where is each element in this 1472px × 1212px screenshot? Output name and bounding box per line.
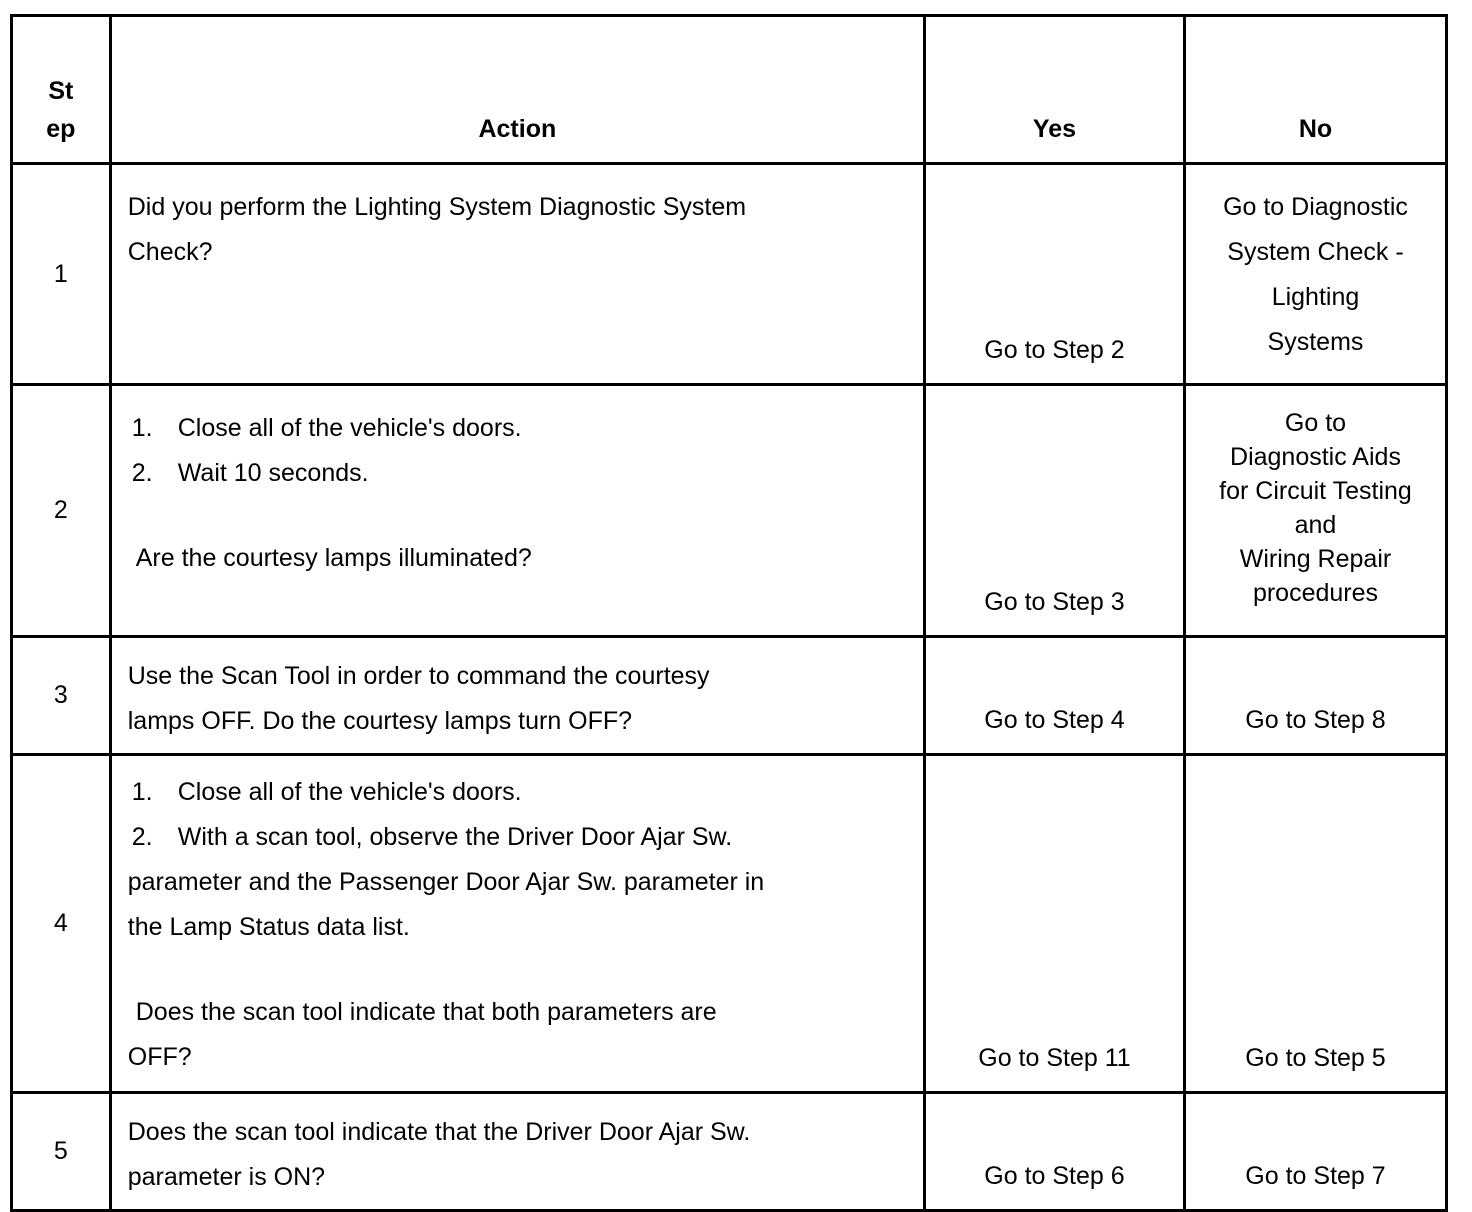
step-number: 2 xyxy=(12,385,111,637)
no-cell xyxy=(1184,164,1446,385)
no-text: System Check - xyxy=(1227,238,1404,266)
yes-cell: Go to Step 4 xyxy=(924,637,1184,755)
step-number: 5 xyxy=(12,1093,111,1211)
action-text: the Lamp Status data list. xyxy=(127,913,410,941)
no-text: Diagnostic Aids xyxy=(1230,443,1401,471)
action-text: Check? xyxy=(127,238,213,266)
header-row xyxy=(12,16,1447,164)
no-text: Go to Diagnostic xyxy=(1223,193,1408,221)
table-row-step-5 xyxy=(12,1093,1447,1211)
no-text: procedures xyxy=(1252,579,1379,607)
header-step xyxy=(12,16,111,164)
header-action: Action xyxy=(110,16,924,164)
header-no: No xyxy=(1184,16,1446,164)
step-number: 3 xyxy=(12,637,111,755)
no-text: for Circuit Testing xyxy=(1219,477,1412,505)
no-cell: Go to Step 5 xyxy=(1184,755,1446,1093)
yes-cell: Go to Step 6 xyxy=(924,1093,1184,1211)
action-cell xyxy=(110,164,924,385)
no-cell: Go to Step 8 xyxy=(1184,637,1446,755)
action-cell xyxy=(110,637,924,755)
yes-cell: Go to Step 11 xyxy=(924,755,1184,1093)
table-row-step-1 xyxy=(12,164,1447,385)
action-question: Are the courtesy lamps illuminated? xyxy=(135,544,532,572)
step-number: 1 xyxy=(12,164,111,385)
action-text: parameter is ON? xyxy=(127,1163,326,1191)
no-text: Lighting xyxy=(1271,283,1360,311)
table-row-step-3 xyxy=(12,637,1447,755)
step-number: 4 xyxy=(12,755,111,1093)
action-text: parameter and the Passenger Door Ajar Sw. parameter in xyxy=(127,868,765,896)
action-cell xyxy=(110,755,924,1093)
no-text: Wiring Repair xyxy=(1239,545,1392,573)
action-text: Use the Scan Tool in order to command the courtesy xyxy=(127,662,710,690)
no-text: Systems xyxy=(1267,328,1364,356)
yes-cell: Go to Step 2 xyxy=(924,164,1184,385)
action-question: Does the scan tool indicate that both parameters are xyxy=(135,998,717,1026)
no-cell xyxy=(1184,385,1446,637)
header-yes: Yes xyxy=(924,16,1184,164)
header-step-label: St ep xyxy=(46,77,76,143)
no-cell: Go to Step 7 xyxy=(1184,1093,1446,1211)
table-row-step-2 xyxy=(12,385,1447,637)
list-item: 1. Close all of the vehicle's doors. xyxy=(131,778,522,806)
action-text: Did you perform the Lighting System Diagnostic System xyxy=(127,193,747,221)
yes-cell: Go to Step 3 xyxy=(924,385,1184,637)
action-cell xyxy=(110,1093,924,1211)
diagnostic-table xyxy=(10,14,1448,1212)
list-item: 1. Close all of the vehicle's doors. xyxy=(131,414,522,442)
list-item: 2. Wait 10 seconds. xyxy=(131,459,369,487)
action-text: Does the scan tool indicate that the Driver Door Ajar Sw. xyxy=(127,1118,751,1146)
list-item: 2. With a scan tool, observe the Driver Door Ajar Sw. xyxy=(131,823,733,851)
action-cell xyxy=(110,385,924,637)
no-text: Go to xyxy=(1284,409,1347,437)
action-question: OFF? xyxy=(127,1043,192,1071)
no-text: and xyxy=(1294,511,1337,539)
table-row-step-4 xyxy=(12,755,1447,1093)
action-text: lamps OFF. Do the courtesy lamps turn OFF? xyxy=(127,707,633,735)
